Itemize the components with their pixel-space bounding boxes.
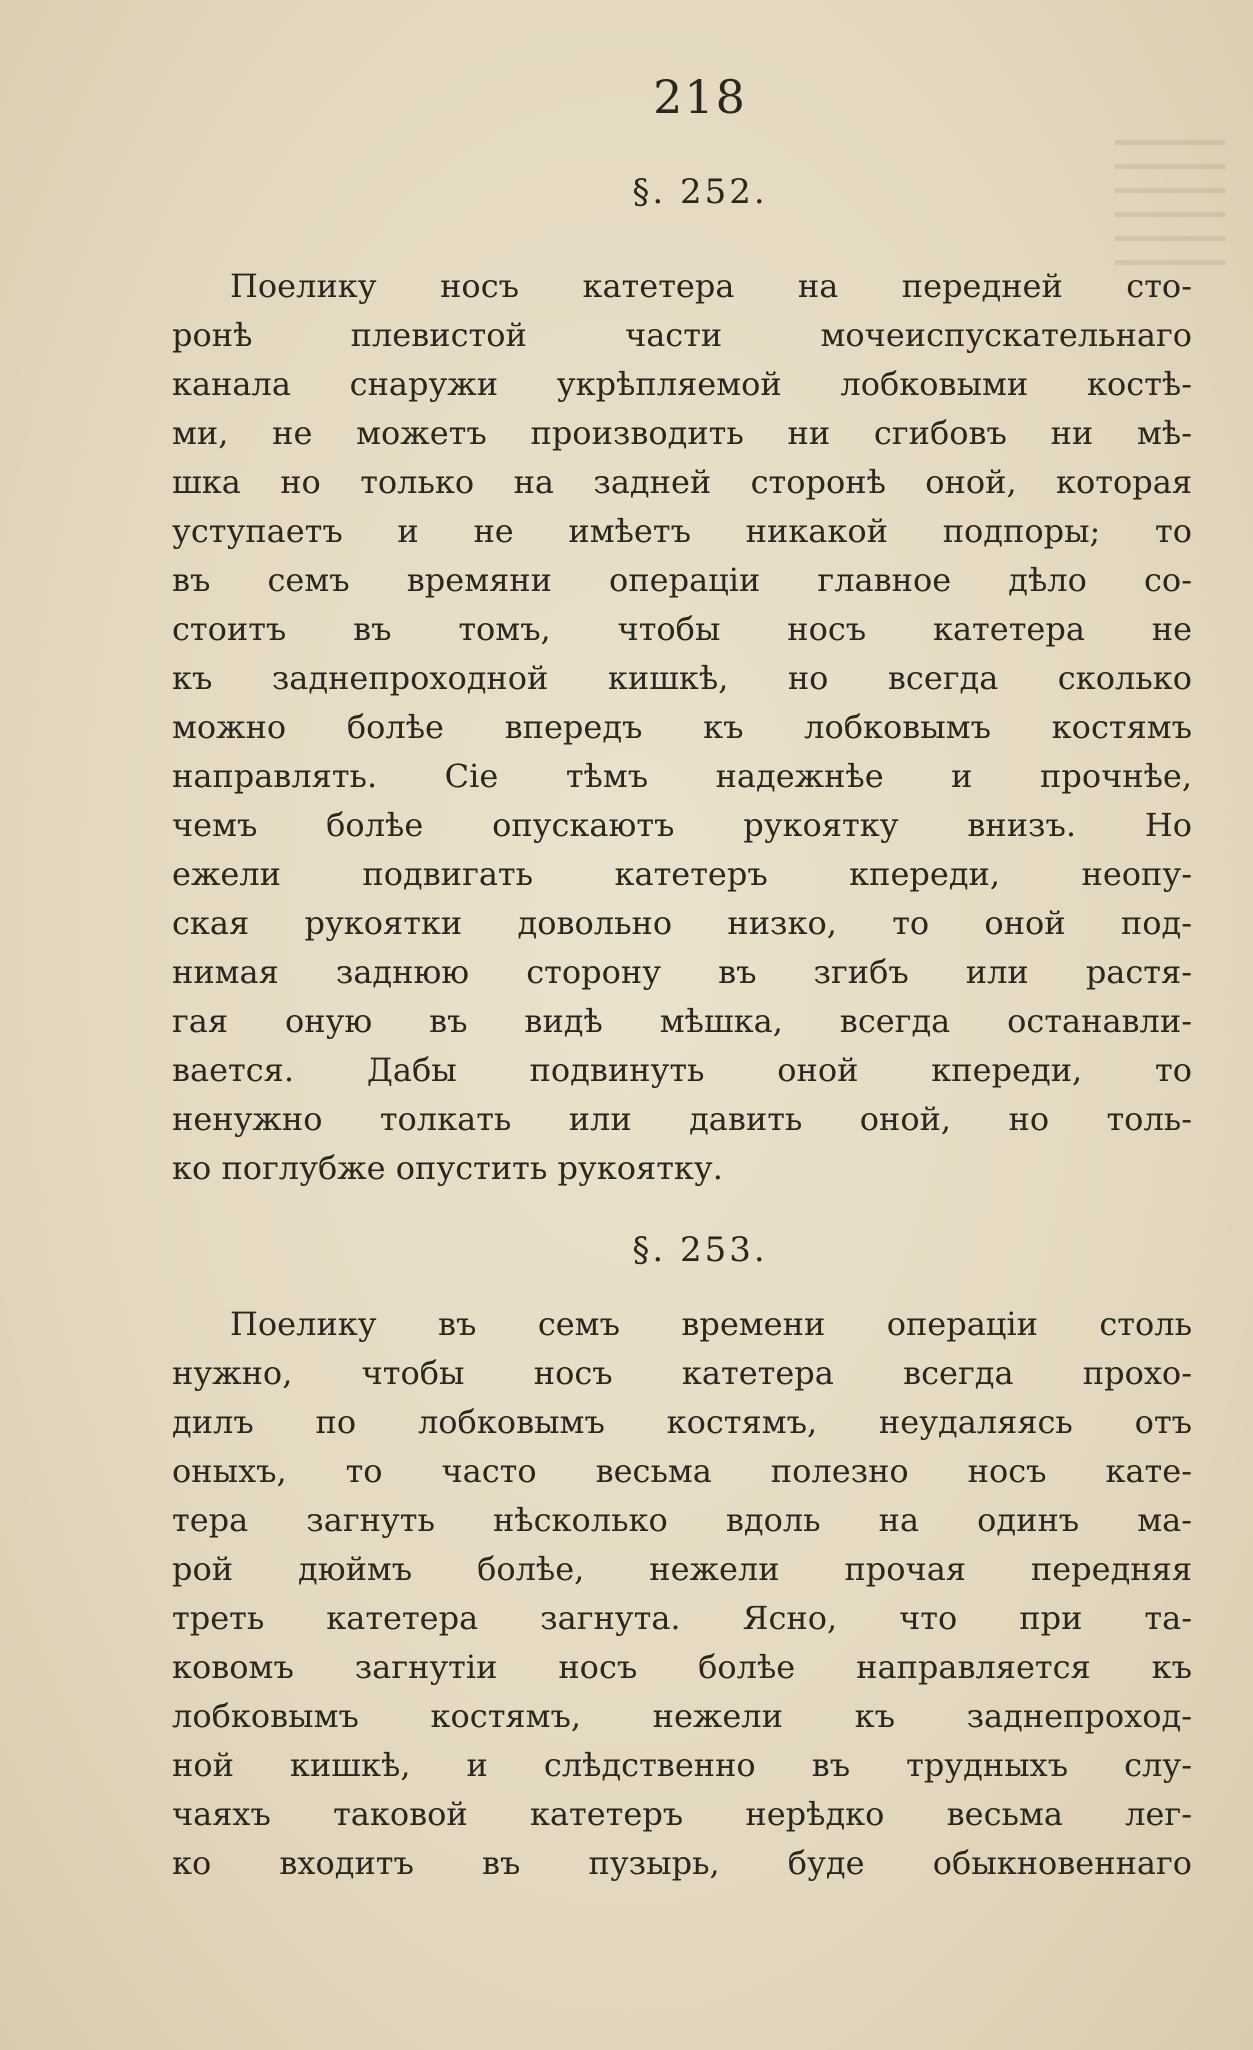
text-line: чемъ болѣе опускаютъ рукоятку внизъ. Но <box>172 806 1192 844</box>
paragraph-253 <box>172 1300 1192 1888</box>
text-line: ми, не можетъ производить ни сгибовъ ни мѣ- <box>172 414 1192 452</box>
text-line: ко поглубже опустить рукоятку. <box>172 1149 723 1187</box>
text-line: вается. Дабы подвинуть оной кпереди, то <box>172 1051 1192 1089</box>
text-line: треть катетера загнута. Ясно, что при та- <box>172 1599 1192 1637</box>
text-line: Поелику носъ катетера на передней сто- <box>230 267 1192 305</box>
text-line: ская рукоятки довольно низко, то оной под- <box>172 904 1192 942</box>
text-line: лобковымъ костямъ, нежели къ заднепроход- <box>172 1697 1192 1735</box>
text-line: ко входитъ въ пузырь, буде обыкновеннаго <box>172 1844 1192 1882</box>
text-line: Поелику въ семъ времени операціи столь <box>230 1305 1192 1343</box>
text-line: въ семъ времяни операціи главное дѣло со- <box>172 561 1192 599</box>
text-line: дилъ по лобковымъ костямъ, неудаляясь отъ <box>172 1403 1192 1441</box>
section-heading-252: §. 252. <box>632 172 768 212</box>
text-line: оныхъ, то часто весьма полезно носъ кате- <box>172 1452 1192 1490</box>
text-line: ронѣ плевистой части мочеиспускательнаго <box>172 316 1192 354</box>
text-line: направлять. Сіе тѣмъ надежнѣе и прочнѣе, <box>172 757 1192 795</box>
text-line: гая оную въ видѣ мѣшка, всегда останавли- <box>172 1002 1192 1040</box>
text-line: рой дюймъ болѣе, нежели прочая передняя <box>172 1550 1192 1588</box>
text-line: ной кишкѣ, и слѣдственно въ трудныхъ слу- <box>172 1746 1192 1784</box>
text-line: канала снаружи укрѣпляемой лобковыми костѣ- <box>172 365 1192 403</box>
text-line: стоитъ въ томъ, чтобы носъ катетера не <box>172 610 1192 648</box>
text-line: уступаетъ и не имѣетъ никакой подпоры; то <box>172 512 1192 550</box>
page-number: 218 <box>653 70 747 124</box>
section-heading-253: §. 253. <box>632 1230 768 1270</box>
text-line: шка но только на задней сторонѣ оной, которая <box>172 463 1192 501</box>
text-line: ковомъ загнутіи носъ болѣе направляется къ <box>172 1648 1192 1686</box>
text-line: ненужно толкать или давить оной, но толь- <box>172 1100 1192 1138</box>
text-line: нужно, чтобы носъ катетера всегда прохо- <box>172 1354 1192 1392</box>
text-line: къ заднепроходной кишкѣ, но всегда сколько <box>172 659 1192 697</box>
text-line: ежели подвигать катетеръ кпереди, неопу- <box>172 855 1192 893</box>
paragraph-252 <box>172 262 1192 1193</box>
text-line: тера загнуть нѣсколько вдоль на одинъ ма- <box>172 1501 1192 1539</box>
text-line: чаяхъ таковой катетеръ нерѣдко весьма лег- <box>172 1795 1192 1833</box>
text-line: можно болѣе впередъ къ лобковымъ костямъ <box>172 708 1192 746</box>
text-line: нимая заднюю сторону въ згибъ или растя- <box>172 953 1192 991</box>
